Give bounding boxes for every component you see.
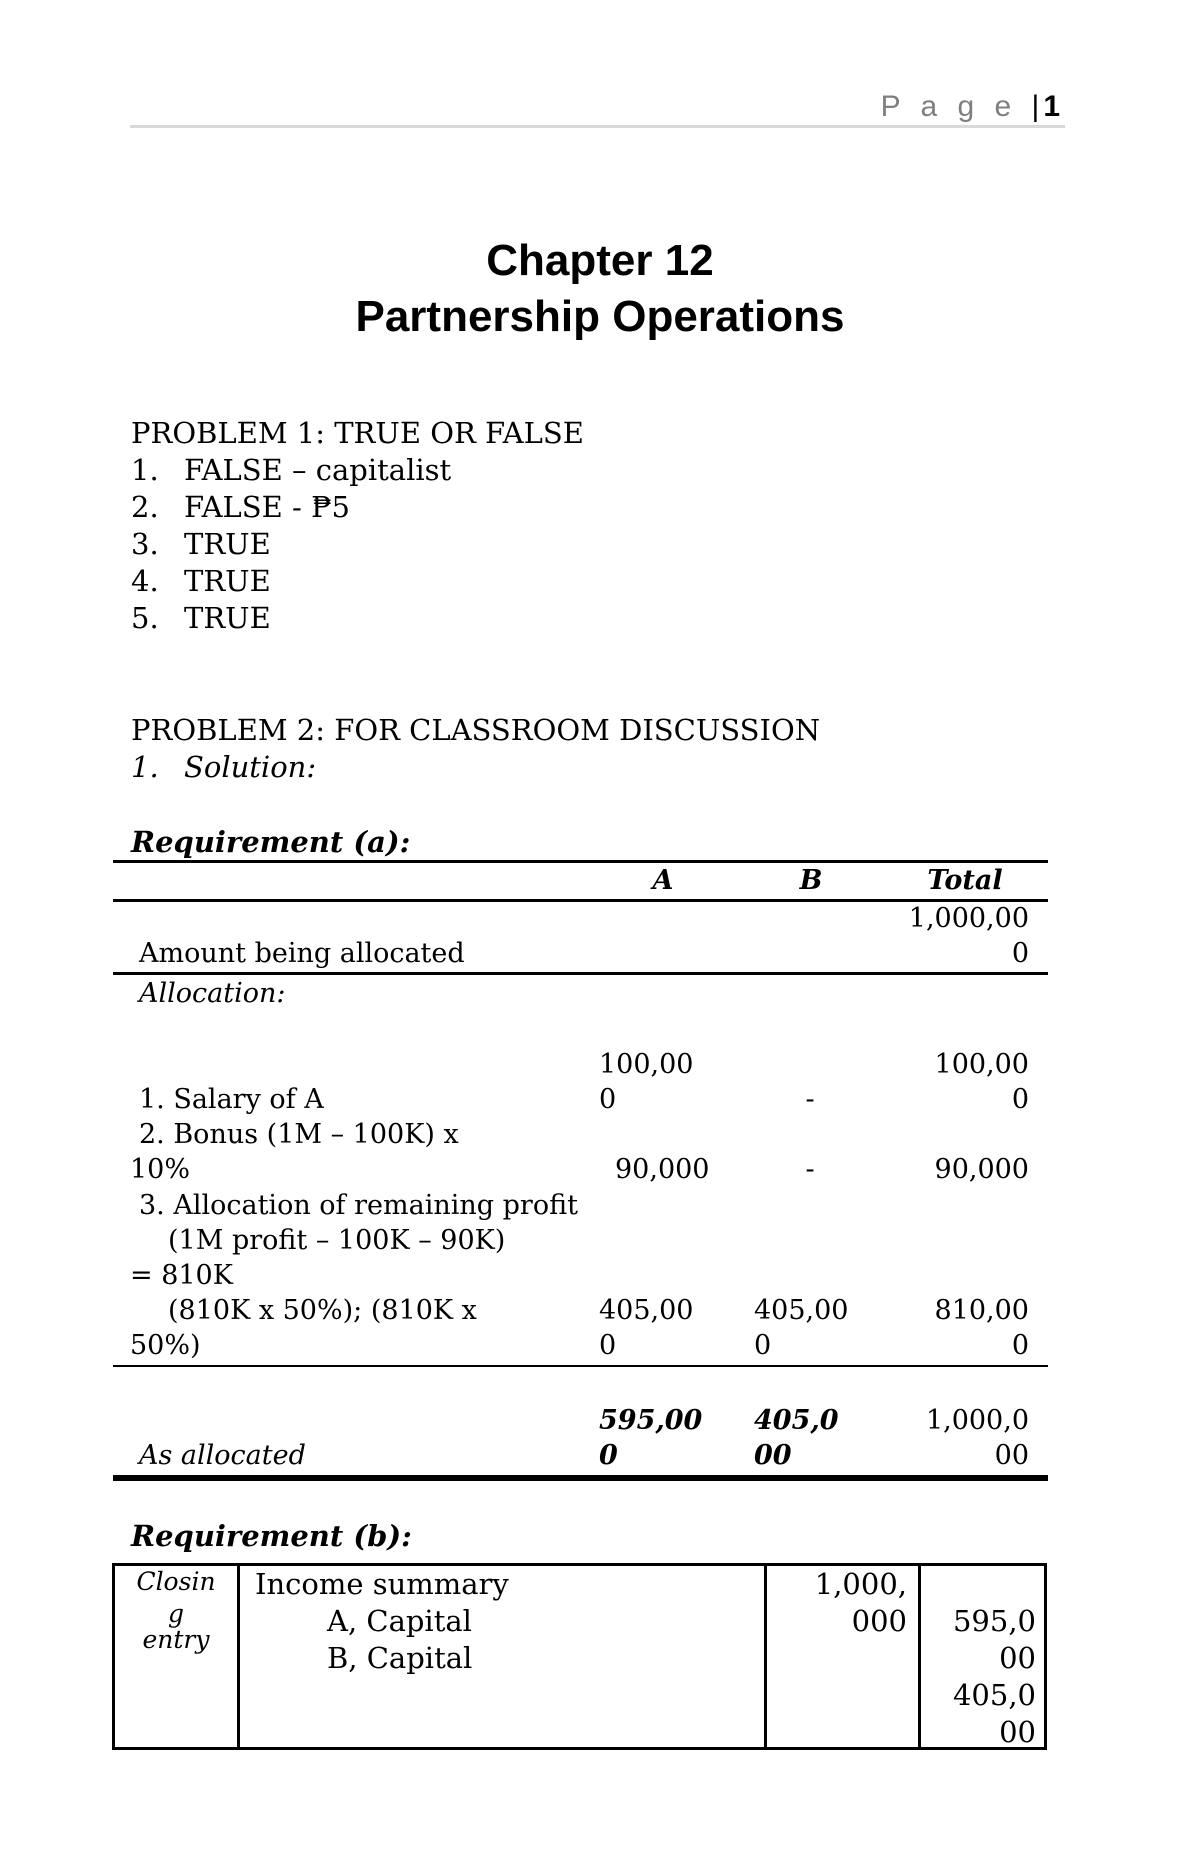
remaining-b-line1: 405,00 <box>754 1295 849 1326</box>
debit-amount-line1: 1,000, <box>814 1567 907 1601</box>
entry-type-line1: Closin <box>136 1567 216 1596</box>
credit-a-line1: 595,0 <box>952 1604 1036 1638</box>
entry-type-line2: g <box>167 1599 184 1628</box>
column-header-b: B <box>799 865 823 896</box>
allocated-total-line1: 1,000,0 <box>925 1405 1029 1436</box>
remaining-label-line4: (810K x 50%); (810K x <box>168 1295 477 1326</box>
bonus-total: 90,000 <box>934 1154 1029 1185</box>
credit-b-line2: 00 <box>999 1715 1036 1749</box>
bonus-label-line1: 2. Bonus (1M – 100K) x <box>139 1119 459 1150</box>
amount-label: Amount being allocated <box>139 938 465 969</box>
salary-label: 1. Salary of A <box>139 1084 324 1115</box>
chapter-title: Chapter 12 <box>486 236 714 285</box>
entry-type-line3: entry <box>142 1625 210 1654</box>
requirement-a-label: Requirement (a): <box>131 825 411 859</box>
allocated-a-line2: 0 <box>599 1440 618 1471</box>
amount-total-line1: 1,000,00 <box>908 903 1029 934</box>
problem1-heading: PROBLEM 1: TRUE OR FALSE <box>131 416 584 450</box>
account-income-summary: Income summary <box>255 1567 509 1601</box>
allocated-total-line2: 00 <box>994 1440 1029 1471</box>
bonus-b: - <box>805 1154 815 1185</box>
allocation-bottom-rule <box>113 1365 1048 1367</box>
list-item: 4. TRUE <box>131 564 271 598</box>
column-header-a: A <box>652 865 674 896</box>
chapter-subtitle: Partnership Operations <box>355 292 845 341</box>
journal-column-divider <box>237 1566 240 1747</box>
list-item: 5. TRUE <box>131 601 271 635</box>
bonus-a: 90,000 <box>615 1154 710 1185</box>
remaining-total-line1: 810,00 <box>934 1295 1029 1326</box>
salary-a-line2: 0 <box>599 1084 617 1115</box>
problem2-item-text: Solution: <box>184 750 317 784</box>
requirement-b-label: Requirement (b): <box>131 1519 412 1553</box>
remaining-label-line1: 3. Allocation of remaining profit <box>139 1190 578 1221</box>
page-separator: | <box>1031 90 1040 123</box>
remaining-a-line1: 405,00 <box>599 1295 694 1326</box>
salary-a-line1: 100,00 <box>599 1049 694 1080</box>
allocated-b-line1: 405,0 <box>754 1405 839 1436</box>
allocated-a-line1: 595,00 <box>599 1405 703 1436</box>
table-double-bottom-rule <box>113 1475 1048 1481</box>
list-item: 2. FALSE - ₱5 <box>131 490 350 524</box>
problem2-item-number: 1. <box>131 750 159 784</box>
salary-b: - <box>805 1084 815 1115</box>
page-number-label <box>881 90 1060 124</box>
table-top-rule <box>113 860 1048 863</box>
allocation-label: Allocation: <box>139 978 286 1009</box>
problem1-list <box>131 452 451 637</box>
allocated-b-line2: 00 <box>754 1440 792 1471</box>
header-rule <box>130 125 1065 128</box>
page-number: 1 <box>1043 90 1060 123</box>
account-b-capital: B, Capital <box>327 1641 473 1675</box>
account-a-capital: A, Capital <box>327 1604 472 1638</box>
bonus-label-line2: 10% <box>130 1154 191 1185</box>
remaining-a-line2: 0 <box>599 1330 617 1361</box>
remaining-label-line2: (1M profit – 100K – 90K) <box>168 1225 506 1256</box>
list-item: 1. FALSE – capitalist <box>131 453 452 487</box>
salary-total-line2: 0 <box>1011 1084 1029 1115</box>
list-item: 3. TRUE <box>131 527 271 561</box>
amount-bottom-rule <box>113 972 1048 975</box>
remaining-label-line3: = 810K <box>130 1260 233 1291</box>
amount-total-line2: 0 <box>1011 938 1029 969</box>
credit-b-line1: 405,0 <box>952 1678 1036 1712</box>
remaining-b-line2: 0 <box>754 1330 772 1361</box>
remaining-label-line5: 50%) <box>130 1330 201 1361</box>
problem2-heading: PROBLEM 2: FOR CLASSROOM DISCUSSION <box>131 713 821 747</box>
remaining-total-line2: 0 <box>1011 1330 1029 1361</box>
credit-a-line2: 00 <box>999 1641 1036 1675</box>
debit-amount-line2: 000 <box>851 1604 907 1638</box>
page-word: P a g e <box>880 90 1018 123</box>
allocated-label: As allocated <box>139 1440 306 1471</box>
salary-total-line1: 100,00 <box>934 1049 1029 1080</box>
column-header-total: Total <box>927 865 1003 896</box>
journal-entry-table <box>112 1563 1047 1750</box>
